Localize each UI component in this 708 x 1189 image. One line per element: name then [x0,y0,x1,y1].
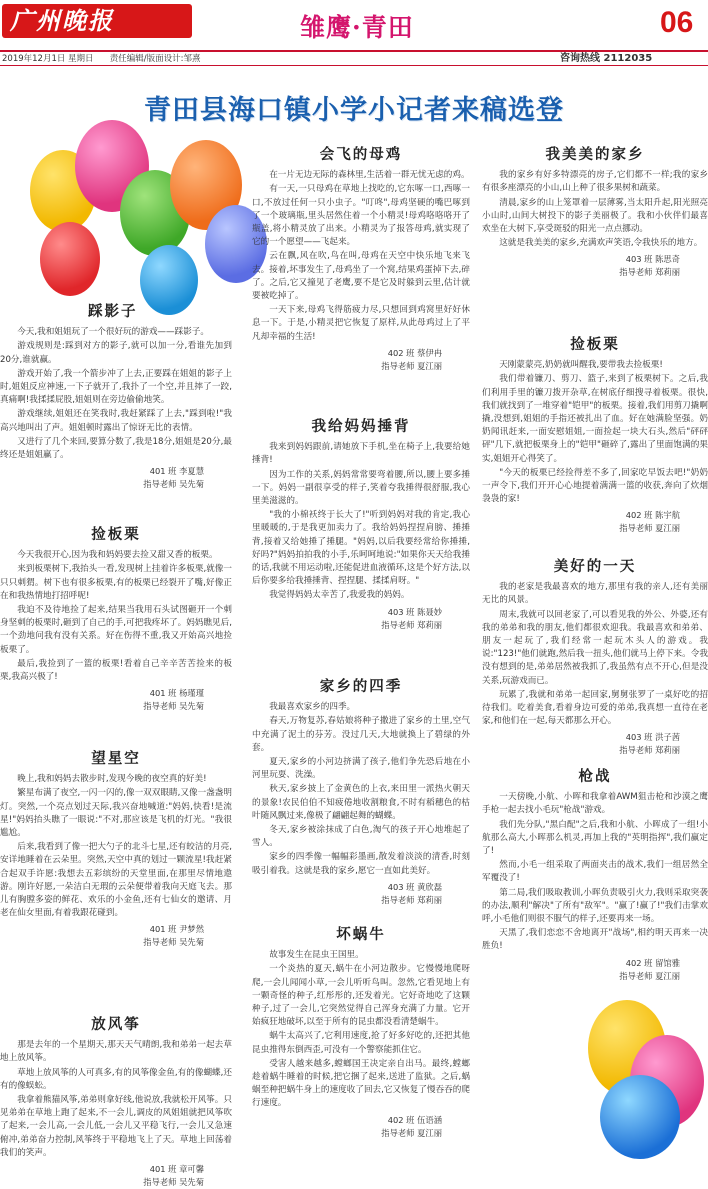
info-bar [0,50,708,66]
article-paragraph: 来到板栗树下,我抬头一看,发现树上挂着许多板栗,就像一只只刺猬。树下也有很多板栗,有的板栗已经裂开了嘴,好像正在和我热情地打招呼呢! [0,564,232,601]
teacher-credit: 指导老师 夏江丽 [381,360,442,371]
teacher-credit: 指导老师 夏江丽 [381,1127,442,1138]
article-paragraph: 然而,小毛一组采取了两面夹击的战术,我们一组居然全军覆没了! [482,860,708,884]
article-paragraph: 我来到妈妈跟前,请她放下手机,坐在椅子上,我要给她捶背! [252,442,470,466]
article-title: 枪战 [578,768,612,785]
masthead [0,0,708,52]
byline [0,687,232,713]
balloon-decoration [40,222,100,296]
page-headline: 青田县海口镇小学小记者来稿选登 [144,95,564,126]
byline [252,881,470,907]
teacher-credit: 指导老师 吴先菊 [143,479,204,490]
article-8 [252,928,470,1162]
author-class: 401 班 李夏慧 [149,466,204,477]
author-class: 403 班 陈聂妙 [387,606,442,617]
hotline: 咨询热线 2112035 [560,53,653,64]
article-paragraph: 秋天,家乡披上了金黄色的上衣,来田里一派热火朝天的景象!农民伯伯不知疲倦地收割粮食,不时有稻穗色的枯叶随风飘过来,像极了翩翩起舞的蝴蝶。 [252,784,470,821]
author-class: 403 班 洪子茜 [625,732,680,743]
article-paragraph: 天黑了,我们恋恋不舍地离开"战场",相约明天再来一决胜负! [482,928,708,952]
teacher-credit: 指导老师 吴先菊 [143,937,204,948]
article-paragraph: 最后,我捡到了一篮的板栗!看着自己辛辛苦苦捡来的板栗,我高兴极了! [0,658,232,683]
author-class: 401 班 章可馨 [149,1164,204,1175]
article-4 [0,1016,232,1188]
author-class: 403 班 陈思奇 [625,254,680,265]
author-class: 401 班 杨瑾瑾 [149,688,204,699]
article-paragraph: 云在飘,风在吹,鸟在叫,母鸡在天空中快乐地飞来飞去。接着,坏事发生了,母鸡坐了一个窝,结果鸡蛋掉下去,碎了。之后,它又撞见了老鹰,要不是它及时躲到云里,估计就要被吃掉了。 [252,251,470,302]
article-paragraph: 在一片无边无际的森林里,生活着一群无忧无虑的鸡。 [269,170,470,181]
author-class: 401 班 尹梦然 [149,924,204,935]
article-paragraph: 一天傍晚,小航、小晖和我拿着AWM狙击枪和沙漠之鹰手枪一起去找小毛玩"枪战"游戏。 [482,792,708,816]
article-paragraph: 夏天,家乡的小河边挤满了孩子,他们争先恐后地在小河里玩耍、洗澡。 [252,757,470,781]
byline [482,253,708,279]
article-paragraph: 游戏规则是:踩到对方的影子,就可以加一分,看谁先加到20分,谁就赢。 [0,341,232,365]
article-paragraph: 玩累了,我就和弟弟一起回家,舅舅张罗了一桌好吃的招待我们。吃着美食,看着身边可爱的弟弟,我真想一直待在老家,和他们在一起,每天都那么开心。 [482,689,708,727]
article-7 [252,680,470,908]
article-paragraph: 一天下来,母鸡飞得筋疲力尽,只想回到鸡窝里好好休息一下。于是,小精灵把它恢复了原样,从此母鸡过上了平凡却幸福的生活! [252,305,470,342]
byline [0,923,232,949]
newspaper-logo: 广州晚报 [2,4,192,38]
teacher-credit: 指导老师 郑莉丽 [619,267,680,278]
byline [252,606,470,632]
byline [252,347,470,373]
article-5 [252,148,470,398]
article-11 [482,560,708,756]
teacher-credit: 指导老师 郑莉丽 [619,745,680,756]
article-paragraph: 我迫不及待地捡了起来,结果当我用石头试图砸开一个刺身坚刺的板栗时,砸到了自己的手,可把我疼坏了。妈妈瞧见后,一个劲地问我有没有关系。好在伤得不重,我又开始高兴地捡板栗了。 [0,605,232,655]
article-paragraph: 冬天,家乡被涂抹成了白色,淘气的孩子开心地堆起了雪人。 [252,825,470,849]
article-paragraph: 我们先分队,"黑白配"之后,我和小航、小晖成了一组!小航那么高大,小晖那么机灵,再加上我的"英明指挥",我们赢定了! [482,819,708,857]
article-paragraph: 这就是我美美的家乡,充满欢声笑语,令我快乐的地方。 [499,238,703,249]
article-paragraph: 清晨,家乡的山上笼罩着一层薄雾,当太阳升起,阳光照亮小山时,山间大树投下的影子美丽极了。我和小伙伴们最喜欢坐在大树下,享受斑驳的阳光一点点挪动。 [482,197,708,235]
article-title: 坏蜗牛 [336,926,386,943]
article-paragraph: 蜗牛太高兴了,它利用速度,抢了好多好吃的,还把其他昆虫推得东倒西歪,可没有一个警察能抓住它。 [252,1031,470,1055]
author-class: 403 班 黄欣磊 [387,881,442,892]
article-paragraph: 后来,我看到了像一把大勺子的北斗七星,还有皎洁的月亮,安详地睡着在云朵里。突然,天空中真的划过一颗流星!我赶紧合起双手许愿:我想去五彩缤纷的天堂里面,在那里尽情地遨游。刚许好愿,一朵洁白无瑕的云朵便带着我向天庭飞去。那儿有胸膛多姿的鲜花、欢乐的小金鱼,还有七仙女的邀请、月老在仙女里面,有着我跟花碰到。 [0,842,232,919]
article-title: 放风筝 [91,1016,141,1033]
teacher-credit: 指导老师 夏江丽 [619,970,680,981]
article-paragraph: 天刚蒙蒙亮,奶奶就叫醒我,要带我去捡板栗! [499,360,663,371]
section-title: 雏鹰·青田 [300,13,414,42]
teacher-credit: 指导老师 郑莉丽 [381,619,442,630]
byline [482,957,708,983]
byline [0,1163,232,1189]
article-paragraph: 又进行了几个来回,要算分数了,我是18分,姐姐是20分,最终还是姐姐赢了。 [0,436,232,461]
article-paragraph: 周末,我就可以回老家了,可以看见我的外公、外婆,还有我的弟弟和我的朋友,他们都很欢迎我。我最喜欢和弟弟、朋友一起玩了,我们经常一起玩木头人的游戏。我说:"123!"他们就跑,然后我一扭头,他们就马上停下来。令我没有想到的是,弟弟居然被我抓了,我虽然有点不开心,但是没关系,玩游戏而已。 [482,609,708,686]
article-3 [0,752,232,1017]
article-12 [482,770,708,1060]
article-2 [0,528,232,758]
article-paragraph: 繁星布满了夜空,一闪一闪的,像一双双眼睛,又像一盏盏明灯。突然,一个亮点划过天际,我兴奋地喊道:"妈妈,快看!是流星!"妈妈抬头瞧了一眼说:"不对,那应该是飞机的灯光。"我很尴尬。 [0,788,232,839]
article-paragraph: 晚上,我和妈妈去散步时,发现今晚的夜空真的好美! [17,774,207,785]
article-paragraph: "今天的板栗已经捡得差不多了,回家吃早饭去吧!"奶奶一声令下,我们开开心心地提着满满一篮的收获,奔向了炊烟袅袅的家! [482,467,708,505]
article-title: 我美美的家乡 [545,146,645,163]
article-paragraph: "我的小棉袄终于长大了!"听到妈妈对我的肯定,我心里暖暖的,于是我更加卖力了。我给妈妈捏捏肩膀、捶捶背,接着又给她捶了捶腿。"妈妈,以后我要经常给你捶捶,好吗?"妈妈拍拍我的小手,乐呵呵地说:"如果你天天给我捶的话,我就不用运动啦,还能促进血液循环,这是个好方法,以后你要多给我捶捶背、捏捏腿、揉揉肩呀。" [252,510,470,587]
editor-credits: 责任编辑/版面设计:邹熹 [109,54,201,64]
teacher-credit: 指导老师 吴先菊 [143,701,204,712]
teacher-credit: 指导老师 郑莉丽 [381,894,442,905]
article-paragraph: 我们带着镰刀、剪刀、篮子,来到了板栗树下。之后,我们利用手里的镰刀拨开杂草,在树底仔细搜寻着板栗。很快,我们就找到了一堆穿着"铠甲"的板栗。接着,我们用剪刀撬啊撬,没想到,姐姐的手指还被扎出了血。好在她满脸坚强。奶奶闻讯赶来,一面安慰姐姐,一面捡起一块大石头,然后"砰砰砰"几下,就把板栗身上的"铠甲"砸碎了,露出了里面饱满的果实,姐姐开心得笑了。 [482,374,708,464]
article-paragraph: 游戏继续,姐姐还在笑我时,我赶紧踩了上去,"踩到啦!"我高兴地叫出了声。姐姐顿时露出了惊讶无比的表情。 [0,409,232,433]
page-number: 06 [660,6,694,39]
article-paragraph: 春天,万物复苏,春姑娘将种子撒进了家乡的土里,空气中充满了泥土的芬芳。没过几天,大地就换上了碧绿的外套。 [252,716,470,753]
article-title: 踩影子 [88,303,138,320]
article-paragraph: 我的家乡有好多特漂亮的房子,它们都不一样;我的家乡有很多座漂亮的小山,山上种了很多果树和蔬菜。 [482,170,708,194]
article-paragraph: 游戏开始了,我一个箭步冲了上去,正要踩在姐姐的影子上时,姐姐反应神速,一下子就开了,我扑了一个空,并且摔了一跤,真痛啊!我揉揉屁股,姐姐则在旁边偷偷地笑。 [0,368,232,406]
article-title: 捡板栗 [570,336,620,353]
article-title: 美好的一天 [553,558,637,575]
article-paragraph: 家乡的四季像一幅幅彩墨画,散发着淡淡的清香,时刻吸引着我。这就是我的家乡,愿它一直如此美好。 [252,852,470,876]
article-paragraph: 那是去年的一个星期天,那天天气晴朗,我和弟弟一起去草地上放风筝。 [0,1040,232,1064]
article-paragraph: 我拿着熊猫风筝,弟弟则拿好线,他说放,我就松开风筝。只见弟弟在草地上跑了起来,不一会儿,调皮的风姐姐就把风筝吹了起来,一会儿高,一会儿低,一会儿又平稳飞行,一会儿又急速俯冲,弟弟奋力控制,风筝终于平稳地飞上了天。草地上回荡着我们的笑声。 [0,1095,232,1158]
article-6 [252,420,470,670]
issue-date: 2019年12月1日 星期日 [2,54,94,64]
article-paragraph: 故事发生在昆虫王国里。 [269,950,364,961]
article-9 [482,148,708,334]
byline [482,731,708,757]
article-paragraph: 今天我很开心,因为我和妈妈要去捡又甜又香的板栗。 [17,550,218,561]
article-paragraph: 今天,我和姐姐玩了一个很好玩的游戏——踩影子。 [17,327,209,338]
article-paragraph: 一个炎热的夏天,蜗牛在小河边散步。它慢慢地爬呀爬,一会儿闻闻小草,一会儿听听鸟叫。忽然,它看见地上有一颗奇怪的种子,红彤彤的,还发着光。它好奇地吃了这颗种子,过了一会儿,它突然觉得自己浑身充满了力量。它开始疯狂地破坏,以至于所有的昆虫都没看清楚蜗牛。 [252,964,470,1028]
article-paragraph: 我的老家是我最喜欢的地方,那里有我的亲人,还有美丽无比的风景。 [482,582,708,606]
article-paragraph: 第二局,我们吸取教训,小晖负责吸引火力,我则采取突袭的办法,顺利"解决"了所有"敌军"。"赢了!赢了!"我们击掌欢呼,小毛他们则很不服气的样子,还要再来一场。 [482,887,708,925]
article-paragraph: 我觉得妈妈太幸苦了,我爱我的妈妈。 [269,590,410,601]
article-10 [482,338,708,556]
article-title: 家乡的四季 [319,678,403,695]
author-class: 402 班 蔡伊冉 [387,347,442,358]
article-title: 捡板栗 [91,526,141,543]
balloon-decoration [600,1075,680,1159]
byline [0,465,232,491]
author-class: 402 班 陈宇航 [625,510,680,521]
author-class: 402 班 留馆雅 [625,957,680,968]
article-paragraph: 我最喜欢家乡的四季。 [269,702,356,713]
author-class: 402 班 伍语涵 [387,1114,442,1125]
article-1 [0,305,232,520]
byline [252,1114,470,1140]
article-paragraph: 有一天,一只母鸡在草地上找吃的,它东啄一口,西啄一口,不放过任何一只小虫子。"叮咚",母鸡坚硬的嘴巴啄到了一个玻璃瓶,里头居然住着一个小精灵!母鸡咯咯咯开了瓶盖,将小精灵放了出来。小精灵为了报答母鸡,就实现了它的一个愿望——飞起来。 [252,184,470,248]
article-title: 会飞的母鸡 [319,146,403,163]
article-title: 我给妈妈捶背 [311,418,411,435]
article-title: 望星空 [91,750,141,767]
article-paragraph: 受害人越来越多,螳螂国王决定亲自出马。最终,螳螂趁着蜗牛睡着的时候,把它捆了起来,送进了监狱。之后,蜗蜗至种把蜗牛身上的速度收了回去,它又恢复了慢吞吞的爬行速度。 [252,1058,470,1109]
teacher-credit: 指导老师 夏江丽 [619,523,680,534]
article-paragraph: 因为工作的关系,妈妈常常要弯着腰,所以,腰上要多捶一下。妈妈一副很享受的样子,笑着夸我捶得很舒服,我心里美滋滋的。 [252,469,470,507]
teacher-credit: 指导老师 吴先菊 [143,1177,204,1188]
byline [482,509,708,535]
article-paragraph: 草地上放风筝的人可真多,有的风筝像金鱼,有的像蝴蝶,还有的像蜈蚣。 [0,1067,232,1091]
